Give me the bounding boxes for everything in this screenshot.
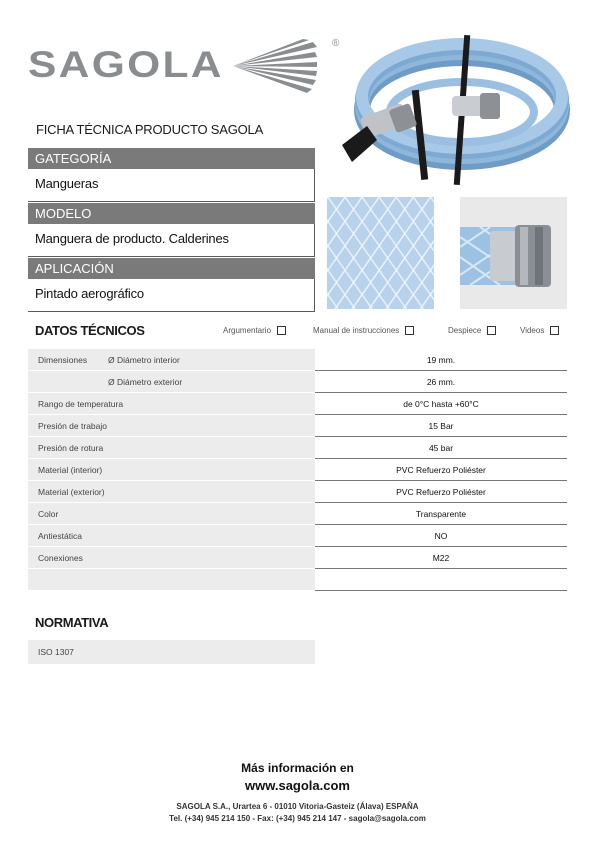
argumentario-link[interactable] [223,326,286,335]
modelo-value: Manguera de producto. Calderines [28,224,315,257]
despiece-link[interactable] [448,326,496,335]
table-row [28,481,567,503]
spec-label [28,371,315,393]
spec-value: 45 bar [315,437,567,459]
sagola-logo [28,38,340,98]
spec-label [28,569,315,591]
spec-label: Dimensiones Ø Diámetro interior [28,349,315,371]
table-row [28,393,567,415]
aplicacion-header: APLICACIÓN [28,258,315,279]
spec-value: M22 [315,547,567,569]
categoria-value: Mangueras [28,169,315,202]
videos-label: Videos [520,326,545,335]
spec-label: Presión de rotura [28,437,315,459]
table-row [28,349,567,371]
spec-value: PVC Refuerzo Poliéster [315,459,567,481]
logo-wordmark: SAGOLA [28,44,224,85]
spec-label: Antiestática [28,525,315,547]
spec-label: Presión de trabajo [28,415,315,437]
company-contact: Tel. (+34) 945 214 150 - Fax: (+34) 945 214 147 - sagola@sagola.com [169,814,426,823]
table-row [28,415,567,437]
hose-coil-image [322,30,572,190]
hose-mesh-closeup-image [327,197,434,309]
table-row [28,569,567,591]
sunburst-logo-icon [233,38,318,94]
spec-label: Material (interior) [28,459,315,481]
spec-label: Material (exterior) [28,481,315,503]
spec-value [315,569,567,591]
table-row [28,437,567,459]
table-row [28,547,567,569]
spec-sublabel: Ø Diámetro interior [108,355,180,365]
modelo-header: MODELO [28,203,315,224]
more-info-text: Más información en [241,761,354,775]
videos-checkbox[interactable] [550,326,559,335]
spec-value: Transparente [315,503,567,525]
spec-label: Rango de temperatura [28,393,315,415]
spec-value: 15 Bar [315,415,567,437]
table-row [28,459,567,481]
manual-checkbox[interactable] [405,326,414,335]
spec-value: PVC Refuerzo Poliéster [315,481,567,503]
categoria-header: GATEGORÍA [28,148,315,169]
spec-value: de 0°C hasta +60°C [315,393,567,415]
spec-table [28,349,567,591]
despiece-checkbox[interactable] [487,326,496,335]
registered-mark: ® [332,38,340,49]
spec-label: Conexiones [28,547,315,569]
normativa-title: NORMATIVA [35,615,109,630]
page-title: FICHA TÉCNICA PRODUCTO SAGOLA [36,122,264,137]
hose-fitting-closeup-image [460,197,567,309]
spec-value: 26 mm. [315,371,567,393]
spec-sublabel: Ø Diámetro exterior [108,377,183,387]
argumentario-checkbox[interactable] [277,326,286,335]
spec-label: Color [28,503,315,525]
spec-value: 19 mm. [315,349,567,371]
datos-tecnicos-title: DATOS TÉCNICOS [35,323,145,338]
manual-label: Manual de instrucciones [313,326,400,335]
argumentario-label: Argumentario [223,326,272,335]
normativa-value: ISO 1307 [28,640,315,664]
despiece-label: Despiece [448,326,482,335]
company-address: SAGOLA S.A., Urartea 6 - 01010 Vitoria-Gasteiz (Álava) ESPAÑA [176,802,419,811]
table-row [28,503,567,525]
aplicacion-value: Pintado aerográfico [28,279,315,312]
table-row [28,371,567,393]
spec-value: NO [315,525,567,547]
manual-link[interactable] [313,326,414,335]
website-link[interactable]: www.sagola.com [245,778,350,793]
videos-link[interactable] [520,326,559,335]
table-row [28,525,567,547]
